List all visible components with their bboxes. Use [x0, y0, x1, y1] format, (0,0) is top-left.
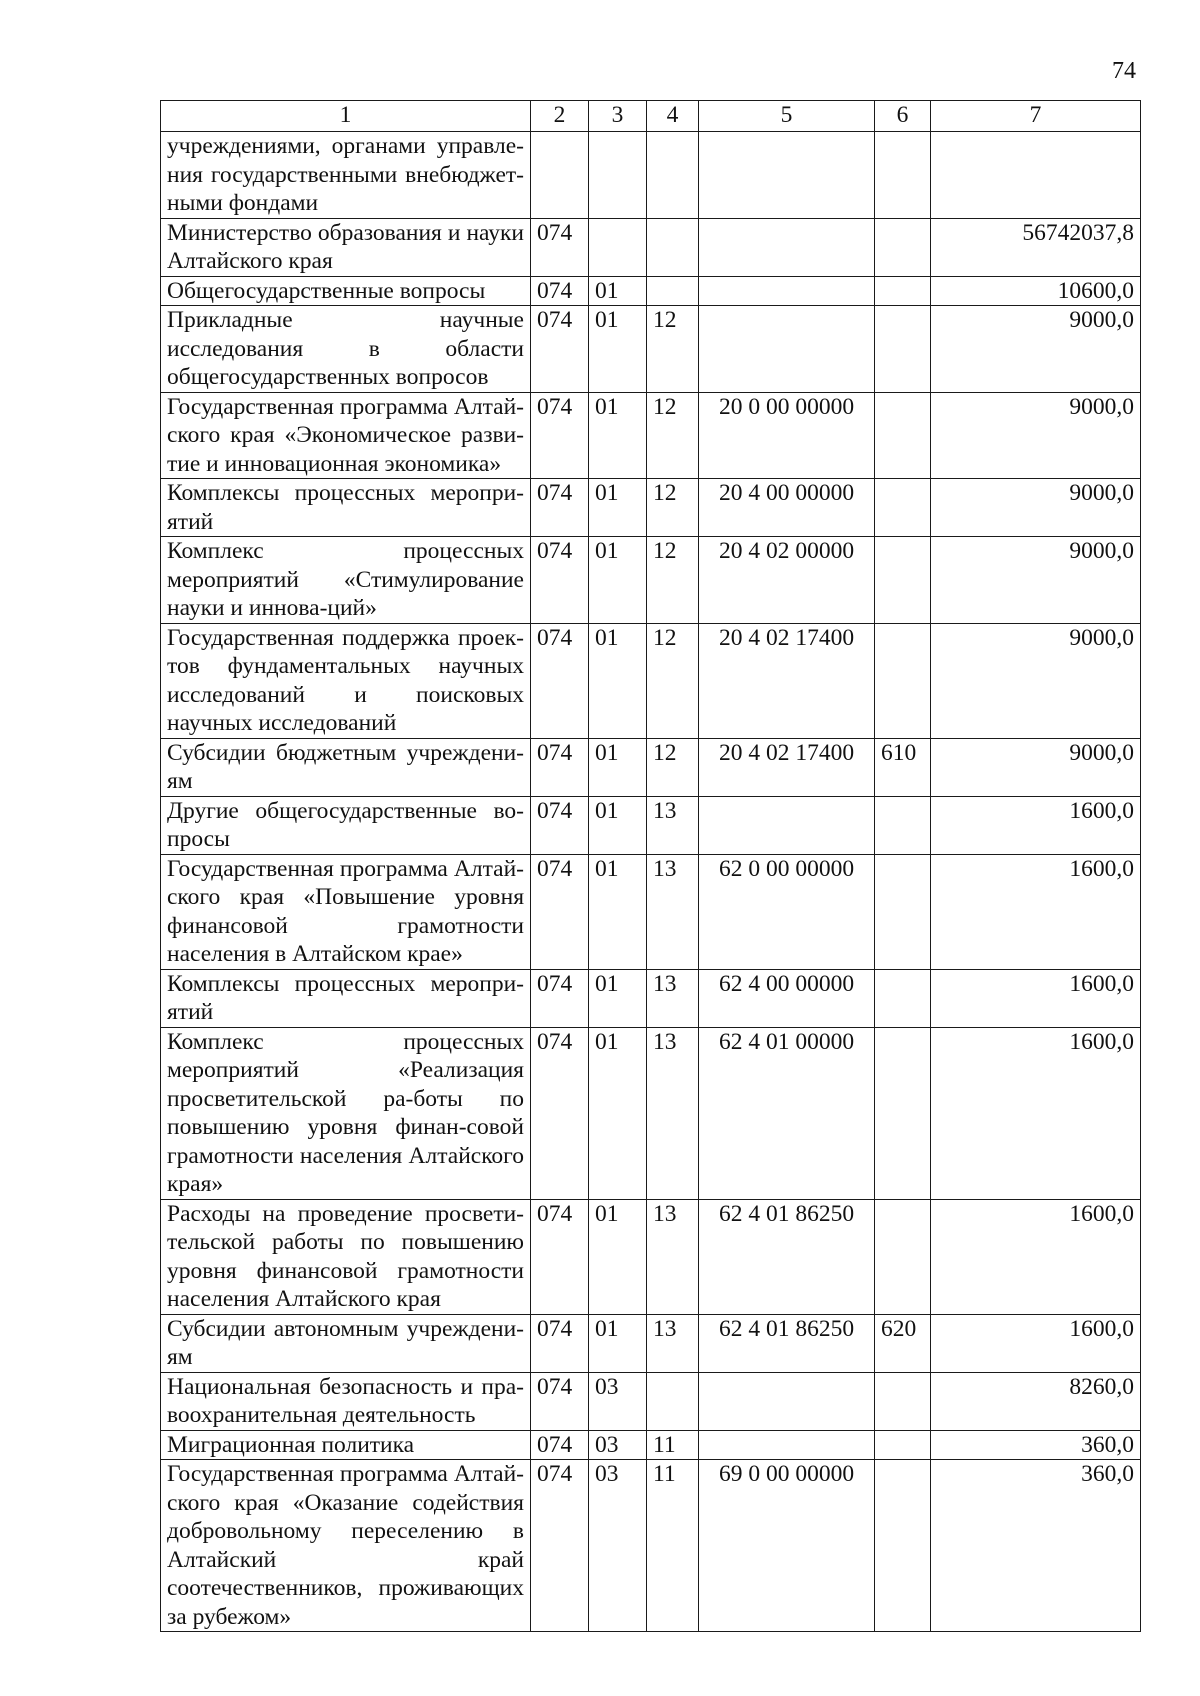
amount-cell: 1600,0	[931, 1199, 1141, 1314]
expense-type-cell	[875, 218, 931, 276]
subsection-code-cell: 12	[647, 479, 699, 537]
table-row	[161, 392, 1141, 479]
expense-type-cell: 620	[875, 1314, 931, 1372]
expense-type-cell	[875, 306, 931, 393]
table-row	[161, 738, 1141, 796]
target-article-cell	[699, 1372, 875, 1430]
subsection-code-cell: 13	[647, 969, 699, 1027]
section-code-cell: 03	[589, 1460, 647, 1632]
target-article-cell: 20 4 00 00000	[699, 479, 875, 537]
expense-type-cell	[875, 1460, 931, 1632]
expense-type-cell	[875, 1430, 931, 1460]
row-name-cell: Государственная программа Алтай-ского края «Оказание содействия добровольному переселению в Алтайский край соотечественников, проживающих за рубежом»	[161, 1460, 531, 1632]
row-name-cell: Комплексы процессных меропри-ятий	[161, 479, 531, 537]
amount-cell: 1600,0	[931, 1314, 1141, 1372]
header-col-3: 3	[589, 101, 647, 132]
amount-cell: 9000,0	[931, 738, 1141, 796]
target-article-cell: 20 4 02 17400	[699, 623, 875, 738]
budget-table	[160, 100, 1141, 1632]
subsection-code-cell: 13	[647, 1199, 699, 1314]
subsection-code-cell: 12	[647, 392, 699, 479]
section-code-cell: 01	[589, 623, 647, 738]
amount-cell: 1600,0	[931, 969, 1141, 1027]
table-row	[161, 1460, 1141, 1632]
subsection-code-cell: 12	[647, 738, 699, 796]
expense-type-cell	[875, 1027, 931, 1199]
amount-cell: 9000,0	[931, 479, 1141, 537]
ministry-code-cell: 074	[531, 276, 589, 306]
expense-type-cell	[875, 392, 931, 479]
table-row	[161, 969, 1141, 1027]
ministry-code-cell: 074	[531, 1027, 589, 1199]
row-name-cell: Государственная поддержка проек-тов фундаментальных научных исследований и поисковых научных исследований	[161, 623, 531, 738]
header-col-5: 5	[699, 101, 875, 132]
amount-cell: 1600,0	[931, 1027, 1141, 1199]
table-row	[161, 537, 1141, 624]
table-row	[161, 132, 1141, 219]
header-col-6: 6	[875, 101, 931, 132]
expense-type-cell	[875, 623, 931, 738]
section-code-cell: 01	[589, 854, 647, 969]
section-code-cell: 01	[589, 1199, 647, 1314]
ministry-code-cell: 074	[531, 796, 589, 854]
section-code-cell: 01	[589, 276, 647, 306]
ministry-code-cell: 074	[531, 1460, 589, 1632]
table-row	[161, 479, 1141, 537]
table-body	[161, 132, 1141, 1632]
amount-cell: 360,0	[931, 1430, 1141, 1460]
ministry-code-cell: 074	[531, 854, 589, 969]
target-article-cell: 20 4 02 17400	[699, 738, 875, 796]
target-article-cell: 20 4 02 00000	[699, 537, 875, 624]
expense-type-cell	[875, 1199, 931, 1314]
section-code-cell: 01	[589, 537, 647, 624]
ministry-code-cell: 074	[531, 537, 589, 624]
section-code-cell	[589, 132, 647, 219]
subsection-code-cell	[647, 132, 699, 219]
ministry-code-cell: 074	[531, 1430, 589, 1460]
subsection-code-cell: 12	[647, 306, 699, 393]
expense-type-cell	[875, 796, 931, 854]
amount-cell: 9000,0	[931, 537, 1141, 624]
subsection-code-cell: 13	[647, 1314, 699, 1372]
section-code-cell: 03	[589, 1430, 647, 1460]
subsection-code-cell	[647, 218, 699, 276]
ministry-code-cell	[531, 132, 589, 219]
table-row	[161, 1430, 1141, 1460]
subsection-code-cell	[647, 1372, 699, 1430]
expense-type-cell: 610	[875, 738, 931, 796]
subsection-code-cell: 13	[647, 1027, 699, 1199]
amount-cell: 360,0	[931, 1460, 1141, 1632]
amount-cell: 8260,0	[931, 1372, 1141, 1430]
header-col-2: 2	[531, 101, 589, 132]
target-article-cell: 69 0 00 00000	[699, 1460, 875, 1632]
subsection-code-cell: 13	[647, 854, 699, 969]
target-article-cell	[699, 276, 875, 306]
section-code-cell	[589, 218, 647, 276]
section-code-cell: 01	[589, 392, 647, 479]
section-code-cell: 01	[589, 796, 647, 854]
row-name-cell: Миграционная политика	[161, 1430, 531, 1460]
amount-cell: 9000,0	[931, 306, 1141, 393]
subsection-code-cell: 12	[647, 537, 699, 624]
header-col-4: 4	[647, 101, 699, 132]
section-code-cell: 01	[589, 1314, 647, 1372]
amount-cell: 56742037,8	[931, 218, 1141, 276]
section-code-cell: 03	[589, 1372, 647, 1430]
target-article-cell: 62 4 01 86250	[699, 1314, 875, 1372]
ministry-code-cell: 074	[531, 623, 589, 738]
amount-cell: 9000,0	[931, 623, 1141, 738]
amount-cell: 10600,0	[931, 276, 1141, 306]
header-col-1: 1	[161, 101, 531, 132]
target-article-cell: 62 4 00 00000	[699, 969, 875, 1027]
target-article-cell	[699, 1430, 875, 1460]
target-article-cell	[699, 218, 875, 276]
header-row	[161, 101, 1141, 132]
subsection-code-cell	[647, 276, 699, 306]
row-name-cell: Государственная программа Алтай-ского края «Экономическое разви-тие и инновационная экономика»	[161, 392, 531, 479]
page-number: 74	[1112, 58, 1136, 84]
subsection-code-cell: 11	[647, 1460, 699, 1632]
row-name-cell: Общегосударственные вопросы	[161, 276, 531, 306]
ministry-code-cell: 074	[531, 392, 589, 479]
expense-type-cell	[875, 479, 931, 537]
row-name-cell: Прикладные научные исследования в области общегосударственных вопросов	[161, 306, 531, 393]
target-article-cell	[699, 132, 875, 219]
row-name-cell: Расходы на проведение просвети-тельской работы по повышению уровня финансовой грамотности населения Алтайского края	[161, 1199, 531, 1314]
row-name-cell: Государственная программа Алтай-ского края «Повышение уровня финансовой грамотности населения в Алтайском крае»	[161, 854, 531, 969]
table-row	[161, 306, 1141, 393]
row-name-cell: Другие общегосударственные во-просы	[161, 796, 531, 854]
section-code-cell: 01	[589, 1027, 647, 1199]
header-col-7: 7	[931, 101, 1141, 132]
ministry-code-cell: 074	[531, 479, 589, 537]
ministry-code-cell: 074	[531, 218, 589, 276]
expense-type-cell	[875, 276, 931, 306]
ministry-code-cell: 074	[531, 1314, 589, 1372]
expense-type-cell	[875, 854, 931, 969]
row-name-cell: Комплексы процессных меропри-ятий	[161, 969, 531, 1027]
table-row	[161, 276, 1141, 306]
amount-cell	[931, 132, 1141, 219]
expense-type-cell	[875, 132, 931, 219]
subsection-code-cell: 12	[647, 623, 699, 738]
table-row	[161, 854, 1141, 969]
amount-cell: 9000,0	[931, 392, 1141, 479]
section-code-cell: 01	[589, 738, 647, 796]
table-row	[161, 1199, 1141, 1314]
target-article-cell: 62 4 01 00000	[699, 1027, 875, 1199]
expense-type-cell	[875, 537, 931, 624]
table-row	[161, 1314, 1141, 1372]
row-name-cell: Комплекс процессных мероприятий «Стимулирование науки и иннова-ций»	[161, 537, 531, 624]
target-article-cell: 62 4 01 86250	[699, 1199, 875, 1314]
amount-cell: 1600,0	[931, 854, 1141, 969]
expense-type-cell	[875, 1372, 931, 1430]
target-article-cell	[699, 306, 875, 393]
row-name-cell: учреждениями, органами управле-ния государственными внебюджет-ными фондами	[161, 132, 531, 219]
row-name-cell: Комплекс процессных мероприятий «Реализация просветительской ра-боты по повышению уровня финан-совой грамотности населения Алтайского края»	[161, 1027, 531, 1199]
ministry-code-cell: 074	[531, 969, 589, 1027]
ministry-code-cell: 074	[531, 1199, 589, 1314]
target-article-cell	[699, 796, 875, 854]
section-code-cell: 01	[589, 306, 647, 393]
table-row	[161, 1027, 1141, 1199]
section-code-cell: 01	[589, 479, 647, 537]
table-row	[161, 1372, 1141, 1430]
ministry-code-cell: 074	[531, 1372, 589, 1430]
row-name-cell: Национальная безопасность и пра-воохранительная деятельность	[161, 1372, 531, 1430]
subsection-code-cell: 11	[647, 1430, 699, 1460]
expense-type-cell	[875, 969, 931, 1027]
ministry-code-cell: 074	[531, 306, 589, 393]
ministry-code-cell: 074	[531, 738, 589, 796]
subsection-code-cell: 13	[647, 796, 699, 854]
target-article-cell: 20 0 00 00000	[699, 392, 875, 479]
section-code-cell: 01	[589, 969, 647, 1027]
table-row	[161, 218, 1141, 276]
target-article-cell: 62 0 00 00000	[699, 854, 875, 969]
table-row	[161, 796, 1141, 854]
row-name-cell: Субсидии бюджетным учреждени-ям	[161, 738, 531, 796]
row-name-cell: Субсидии автономным учреждени-ям	[161, 1314, 531, 1372]
table-row	[161, 623, 1141, 738]
row-name-cell: Министерство образования и науки Алтайского края	[161, 218, 531, 276]
amount-cell: 1600,0	[931, 796, 1141, 854]
